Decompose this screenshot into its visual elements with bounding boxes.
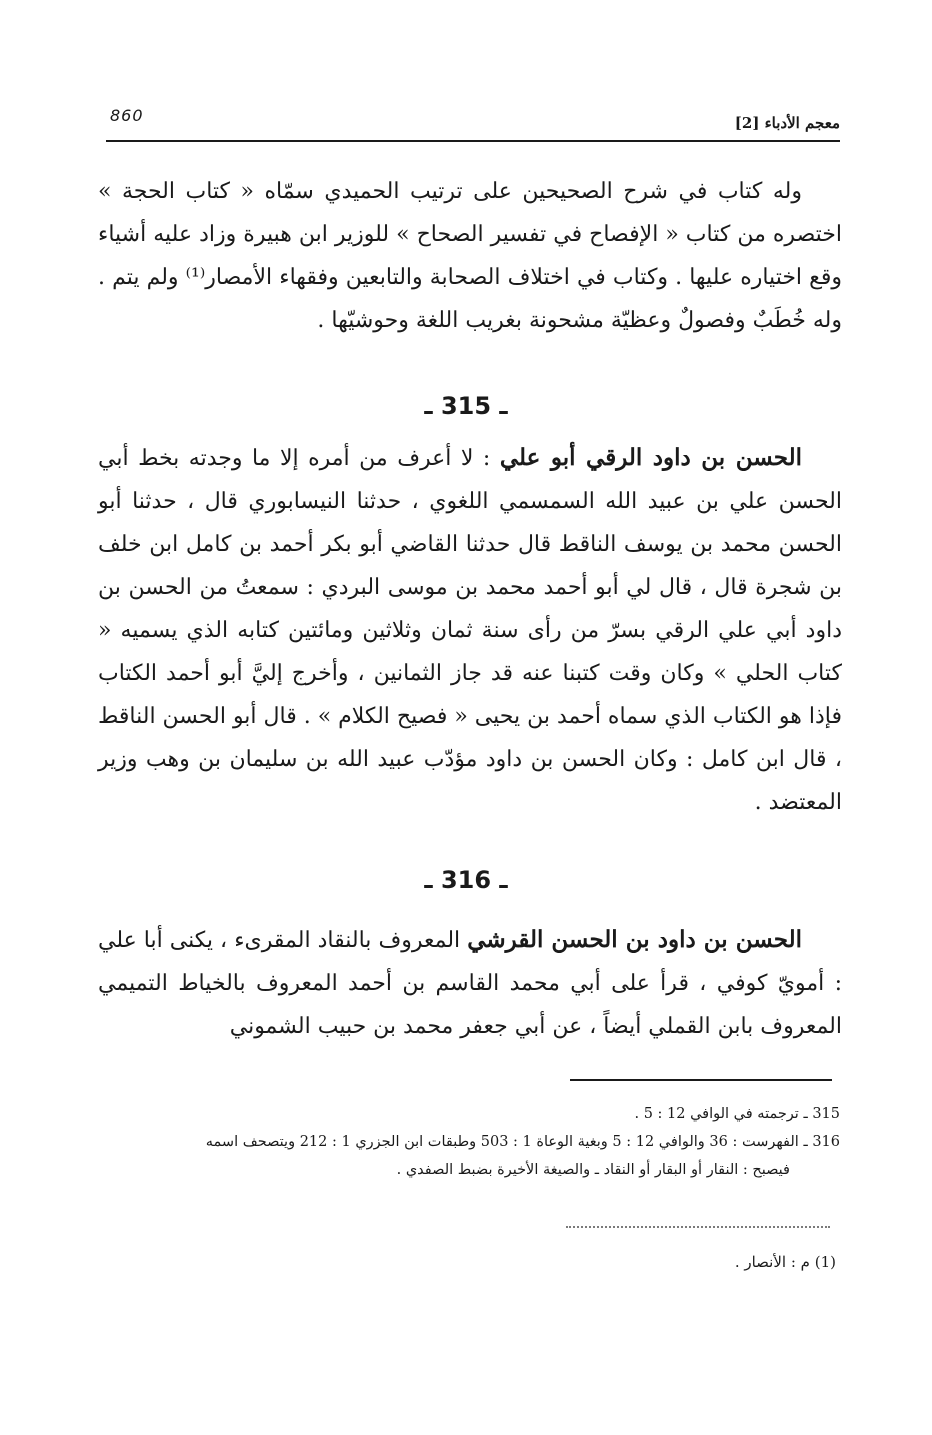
source-footnotes bbox=[92, 1100, 840, 1184]
dotted-separator bbox=[566, 1226, 830, 1228]
intro-text: وله كتاب في شرح الصحيحين على ترتيب الحميدي سمّاه « كتاب الحجة » اختصره من كتاب « الإفصاح في تفسير الصحاح » للوزير ابن هبيرة وزاد عليه أشياء وقع اختياره عليها . وكتاب في اختلاف الصحابة والتابعين وفقهاء الأمصار⁽¹⁾ ولم يتم . وله خُطَبٌ وفصولٌ وعظيّة مشحونة بغريب اللغة وحوشيّها . bbox=[98, 179, 842, 333]
entry-315-paragraph bbox=[98, 436, 842, 824]
entry-316-paragraph bbox=[98, 918, 842, 1048]
entry-315-name: الحسن بن داود الرقي أبو علي bbox=[499, 444, 802, 471]
footnote-315: 315 ـ ترجمته في الوافي 12 : 5 . bbox=[634, 1106, 840, 1122]
footnote-separator bbox=[570, 1079, 832, 1081]
running-title: معجم الأدباء [2] bbox=[734, 114, 840, 132]
page-number: 860 bbox=[110, 106, 144, 125]
entry-number-316: ـ 316 ـ bbox=[424, 866, 508, 894]
entry-316-text: المعروف بالنقاد المقرىء ، يكنى أبا علي : أمويّ كوفي ، قرأ على أبي محمد القاسم بن أحمد المعروف بالخياط التميمي المعروف بابن القملي أيضاً ، عن أبي جعفر محمد بن حبيب الشموني bbox=[98, 928, 842, 1039]
entry-316-name: الحسن بن داود بن الحسن القرشي bbox=[467, 926, 802, 953]
entry-315-text: : لا أعرف من أمره إلا ما وجدته بخط أبي الحسن علي بن عبيد الله السمسمي اللغوي ، حدثنا النيسابوري قال ، حدثنا أبو الحسن محمد بن يوسف الناقط قال حدثنا القاضي أبو بكر أحمد بن كامل ابن خلف بن شجرة قال ، قال لي أبو أحمد محمد بن موسى البردي : سمعتُ من الحسن بن داود أبي علي الرقي بسرّ من رأى سنة ثمان وثلاثين ومائتين كتابه الذي يسميه « كتاب الحلي » وكان وقت كتبنا عنه قد جاز الثمانين ، وأخرج إليَّ أبو أحمد الكتاب فإذا هو الكتاب الذي سماه أحمد بن يحيى « فصيح الكلام » . قال أبو الحسن الناقط ، قال ابن كامل : وكان الحسن بن داود مؤدّب عبيد الله بن سليمان بن وهب وزير المعتضد . bbox=[98, 446, 842, 815]
editorial-note: (1) م : الأنصار . bbox=[734, 1253, 836, 1271]
entry-316 bbox=[98, 918, 842, 1048]
entry-315 bbox=[98, 436, 842, 824]
entry-number-315: ـ 315 ـ bbox=[424, 392, 508, 420]
footnote-316-line2: فيصبح : النقار أو البقار أو النقاد ـ والصيغة الأخيرة بضبط الصفدي . bbox=[396, 1162, 790, 1178]
page-header bbox=[106, 100, 840, 142]
intro-paragraph bbox=[98, 170, 842, 342]
footnote-316-line1: 316 ـ الفهرست : 36 والوافي 12 : 5 وبغية الوعاة 1 : 503 وطبقات ابن الجزري 1 : 212 ويتصحف اسمه bbox=[205, 1134, 840, 1150]
